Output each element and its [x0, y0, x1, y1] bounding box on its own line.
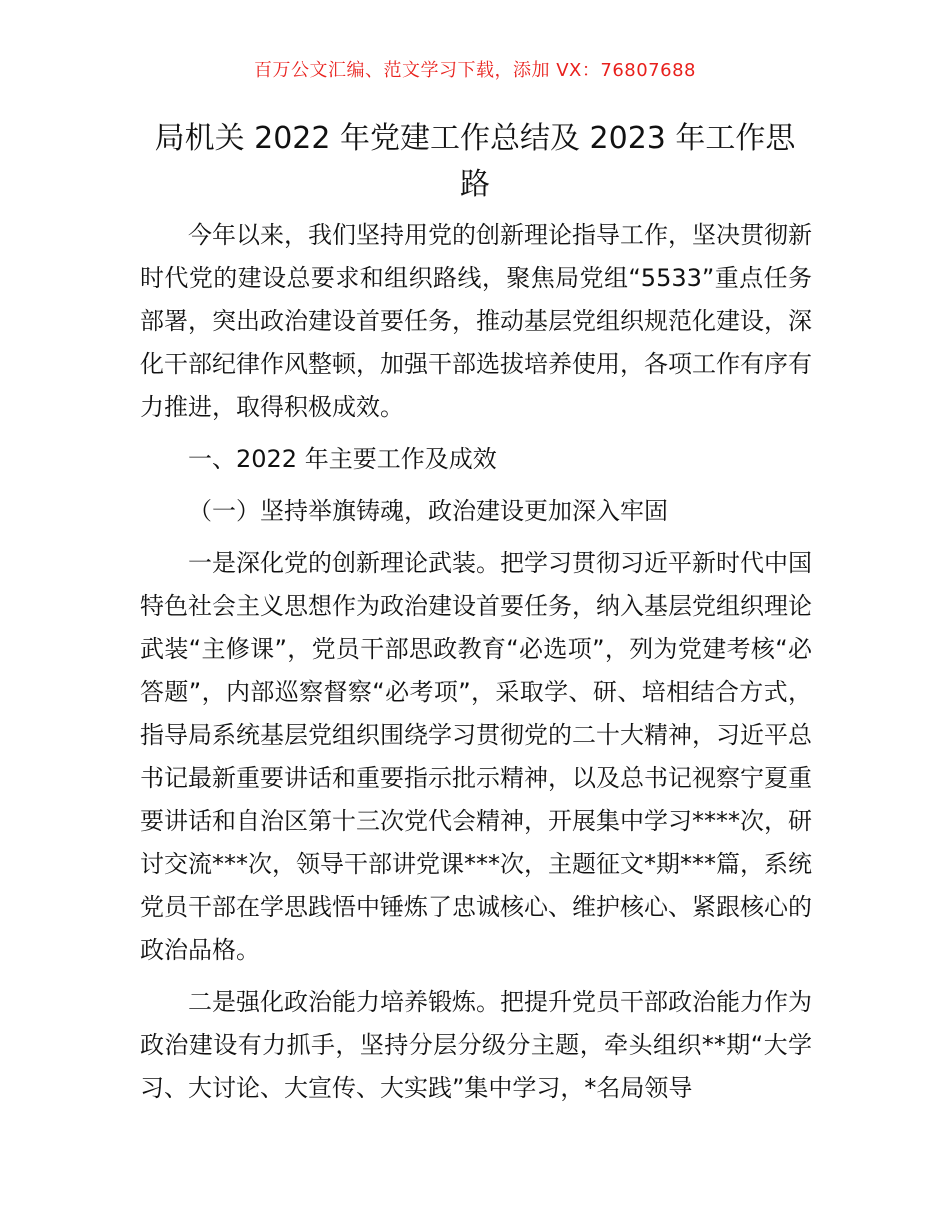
point-one-paragraph: 一是深化党的创新理论武装。把学习贯彻习近平新时代中国特色社会主义思想作为政治建设首要任务，纳入基层党组织理论武装“主修课”，党员干部思政教育“必选项”，列为党建考核“必答题”，内部巡察督察“必考项”，采取学、研、培相结合方式，指导局系统基层党组织围绕学习贯彻党的二十大精神，习近平总书记最新重要讲话和重要指示批示精神，以及总书记视察宁夏重要讲话和自治区第十三次党代会精神，开展集中学习****次，研讨交流***次，领导干部讲党课***次，主题征文*期***篇，系统党员干部在学思践悟中锤炼了忠诚核心、维护核心、紧跟核心的政治品格。 — [140, 549, 812, 964]
document-title: 局机关 2022 年党建工作总结及 2023 年工作思路 — [154, 121, 796, 202]
section-heading: 一、2022 年主要工作及成效 — [188, 445, 497, 473]
subsection-heading: （一）坚持举旗铸魂，政治建设更加深入牢固 — [188, 497, 668, 525]
document-body — [140, 214, 812, 1110]
point-two-paragraph: 二是强化政治能力培养锻炼。把提升党员干部政治能力作为政治建设有力抓手，坚持分层分级分主题，牵头组织**期“大学习、大讨论、大宣传、大实践”集中学习，*名局领导 — [140, 988, 812, 1102]
intro-paragraph: 今年以来，我们坚持用党的创新理论指导工作，坚决贯彻新时代党的建设总要求和组织路线，聚焦局党组“5533”重点任务部署，突出政治建设首要任务，推动基层党组织规范化建设，深化干部纪律作风整顿，加强干部选拔培养使用，各项工作有序有力推进，取得积极成效。 — [140, 221, 812, 421]
header-banner: 百万公文汇编、范文学习下载，添加 VX：76807688 — [254, 60, 696, 81]
